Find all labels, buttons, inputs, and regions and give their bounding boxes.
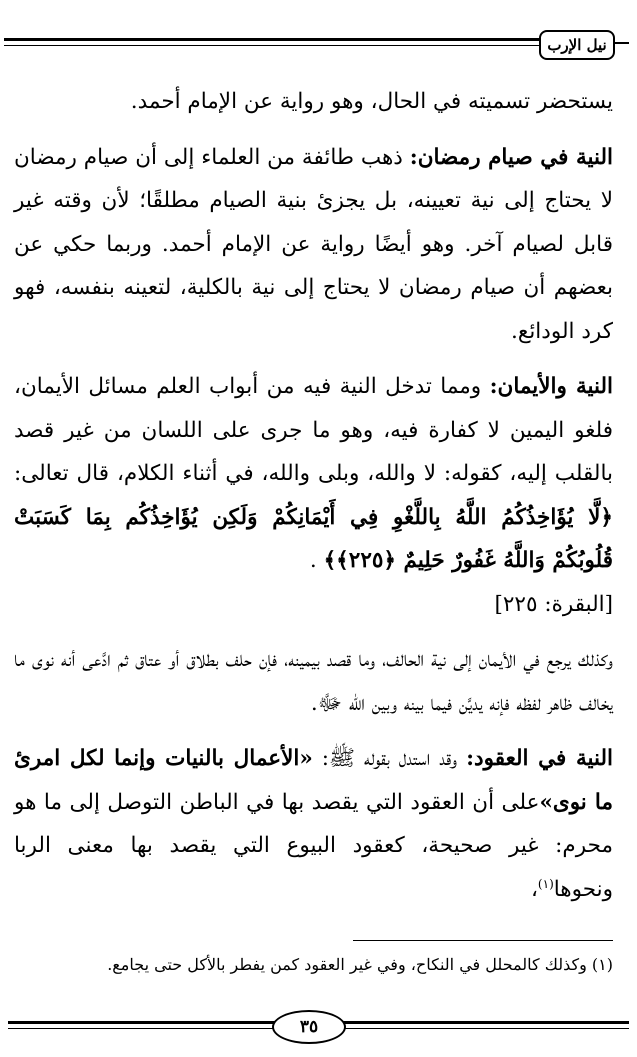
paragraph-text: ومما تدخل النية فيه من أبواب العلم مسائل الأيمان، فلغو اليمين لا كفارة فيه، وهو ما جرى على اللسان من غير قصد بالقلب إليه، كقوله: لا والله، وبلى والله، في أثناء الكلام، قال تعالى: xyxy=(14,374,613,486)
footnote: (١) وكذلك كالمحلل في النكاح، وفي غير العقود كمن يفطر بالأكل حتى يجامع. xyxy=(107,955,613,974)
verse-end: . xyxy=(309,548,324,573)
quran-verse: ﴿لَّا يُؤَاخِذُكُمُ اللَّهُ بِاللَّغْوِ فِي أَيْمَانِكُمْ وَلَكِن يُؤَاخِذُكُم بِمَا كَسَبَتْ قُلُوبُكُمْ وَاللَّهُ غَفُورٌ حَلِيمٌ ﴿٢٢٥﴾﴾ xyxy=(14,504,613,573)
header-rule-thin xyxy=(4,45,539,46)
paragraph-text: وقد استدل بقوله ﷺ: xyxy=(312,746,467,771)
paragraph-3 xyxy=(14,365,613,626)
section-heading: النية والأيمان: xyxy=(489,374,613,399)
page-number: ٣٥ xyxy=(272,1010,346,1044)
header-rule xyxy=(4,38,539,41)
paragraph-text: وكذلك يرجع في الأيمان إلى نية الحالف، وما قصد بيمينه، فإن حلف بطلاق أو عتاق ثم ادَّعى أنه نوى ما يخالف ظاهر لفظه فإنه يديَّن فيما بينه وبين الله ﷻ. xyxy=(14,647,613,716)
paragraph-text: يستحضر تسميته في الحال، وهو رواية عن الإمام أحمد. xyxy=(130,89,613,114)
footnote-marker[interactable]: (١) xyxy=(537,876,554,891)
verse-reference: [البقرة: ٢٢٥] xyxy=(494,591,613,617)
paragraph-end: ، xyxy=(530,876,538,902)
paragraph-4 xyxy=(14,638,613,725)
paragraph-5 xyxy=(14,737,613,911)
footnote-separator xyxy=(353,940,613,941)
paragraph-text: ذهب طائفة من العلماء إلى أن صيام رمضان لا يحتاج إلى نية تعيينه، بل يجزئ بنية الصيام مطلقًا؛ لأن وقته غير قابل لصيام آخر. وهو أيضًا رواية عن الإمام أحمد. وربما حكي عن بعضهم أن صيام رمضان لا يحتاج إلى نية بالكلية، لتعينه بنفسه، فهو كرد الودائع. xyxy=(14,144,613,344)
hadith-quote: «الأعمال بالنيات وإنما لكل امرئ ما نوى» xyxy=(14,746,613,815)
paragraph-1 xyxy=(14,80,613,124)
section-heading: النية في صيام رمضان: xyxy=(409,144,613,170)
running-title: نيل الإرب xyxy=(539,30,615,60)
paragraph-2 xyxy=(14,136,613,354)
section-heading: النية في العقود: xyxy=(466,746,613,771)
paragraph-text-continued: على أن العقود التي يقصد بها في الباطن التوصل إلى ما هو محرم: غير صحيحة، كعقود البيوع التي يقصد بها معنى الربا ونحوها xyxy=(14,789,613,902)
header-tick xyxy=(613,42,629,44)
body-text xyxy=(14,80,613,923)
